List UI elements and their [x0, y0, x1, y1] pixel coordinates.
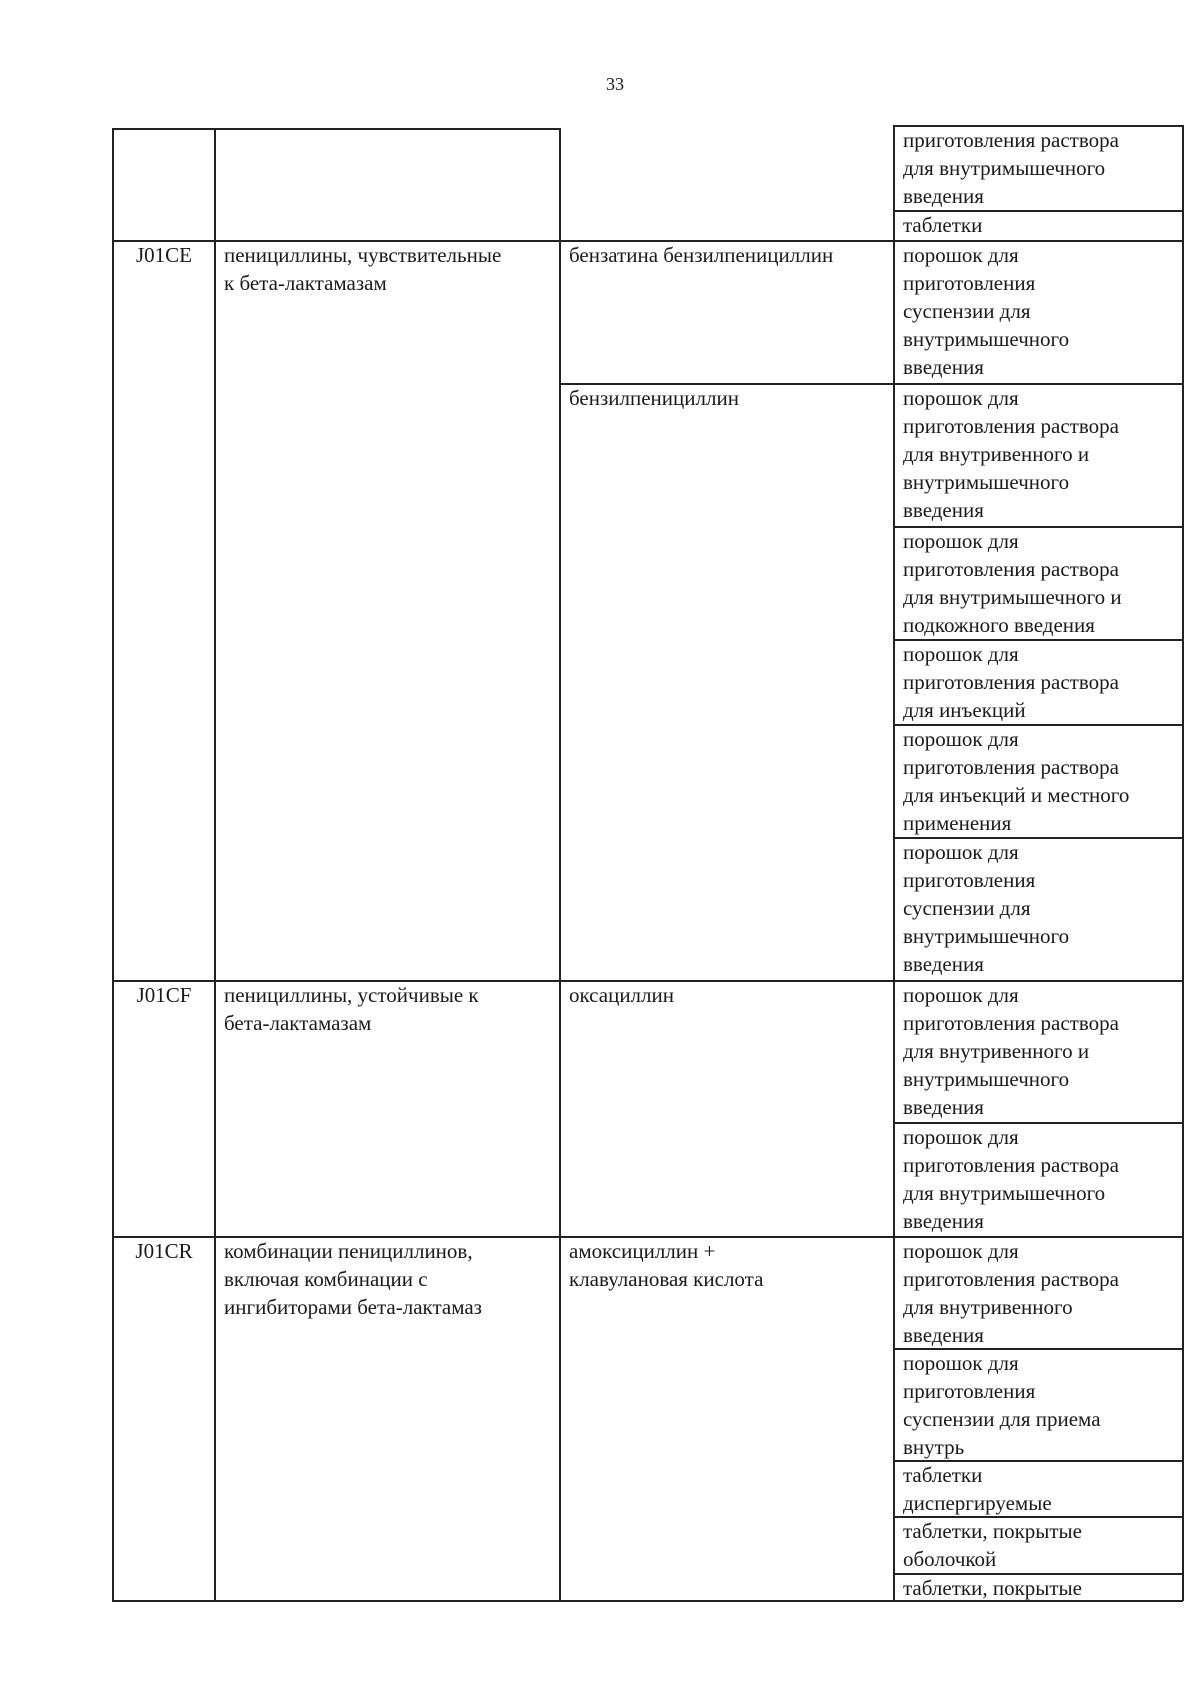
dosage-form: порошок для приготовления раствора для инъекций: [903, 642, 1119, 722]
page-number: 33: [606, 74, 624, 94]
dosage-form: таблетки: [903, 213, 983, 237]
dosage-form: порошок для приготовления суспензии для приема внутрь: [903, 1351, 1101, 1459]
column-divider-code: [214, 128, 216, 1601]
atc-code: J01CF: [136, 983, 192, 1007]
dosage-form: порошок для приготовления суспензии для внутримышечного введения: [903, 840, 1070, 976]
dosage-form: таблетки диспергируемые: [903, 1463, 1052, 1515]
atc-code: J01CE: [135, 243, 192, 267]
pharmacological-group: пенициллины, чувствительные к бета-лактамазам: [224, 243, 502, 295]
dosage-form: порошок для приготовления раствора для внутривенного и внутримышечного введения: [903, 386, 1119, 522]
table-border-left: [112, 128, 114, 1601]
dosage-form: порошок для приготовления суспензии для внутримышечного введения: [903, 243, 1070, 379]
atc-code: J01CR: [135, 1239, 193, 1263]
substance-name: бензилпенициллин: [569, 386, 739, 410]
substance-name: бензатина бензилпенициллин: [569, 243, 834, 267]
dosage-form: порошок для приготовления раствора для внутримышечного и подкожного введения: [903, 529, 1122, 637]
pharmacological-group: комбинации пенициллинов, включая комбинации с ингибиторами бета-лактамаз: [224, 1239, 482, 1319]
dosage-form: порошок для приготовления раствора для инъекций и местного применения: [903, 727, 1130, 835]
pharmacological-group: пенициллины, устойчивые к бета-лактамазам: [224, 983, 479, 1035]
dosage-form: порошок для приготовления раствора для внутримышечного введения: [903, 1125, 1119, 1233]
dosage-form: приготовления раствора для внутримышечного введения: [903, 128, 1119, 208]
dosage-form: таблетки, покрытые: [903, 1576, 1082, 1600]
column-divider-group: [559, 128, 561, 1601]
substance-name: оксациллин: [569, 983, 674, 1007]
dosage-form: порошок для приготовления раствора для внутривенного и внутримышечного введения: [903, 983, 1119, 1119]
column-divider-substance: [893, 125, 895, 1601]
substance-name: амоксициллин + клавулановая кислота: [569, 1239, 764, 1291]
dosage-form: таблетки, покрытые оболочкой: [903, 1519, 1082, 1571]
table-border-right: [1182, 125, 1184, 1601]
table-border-top-left: [112, 128, 560, 130]
dosage-form: порошок для приготовления раствора для внутривенного введения: [903, 1239, 1119, 1347]
